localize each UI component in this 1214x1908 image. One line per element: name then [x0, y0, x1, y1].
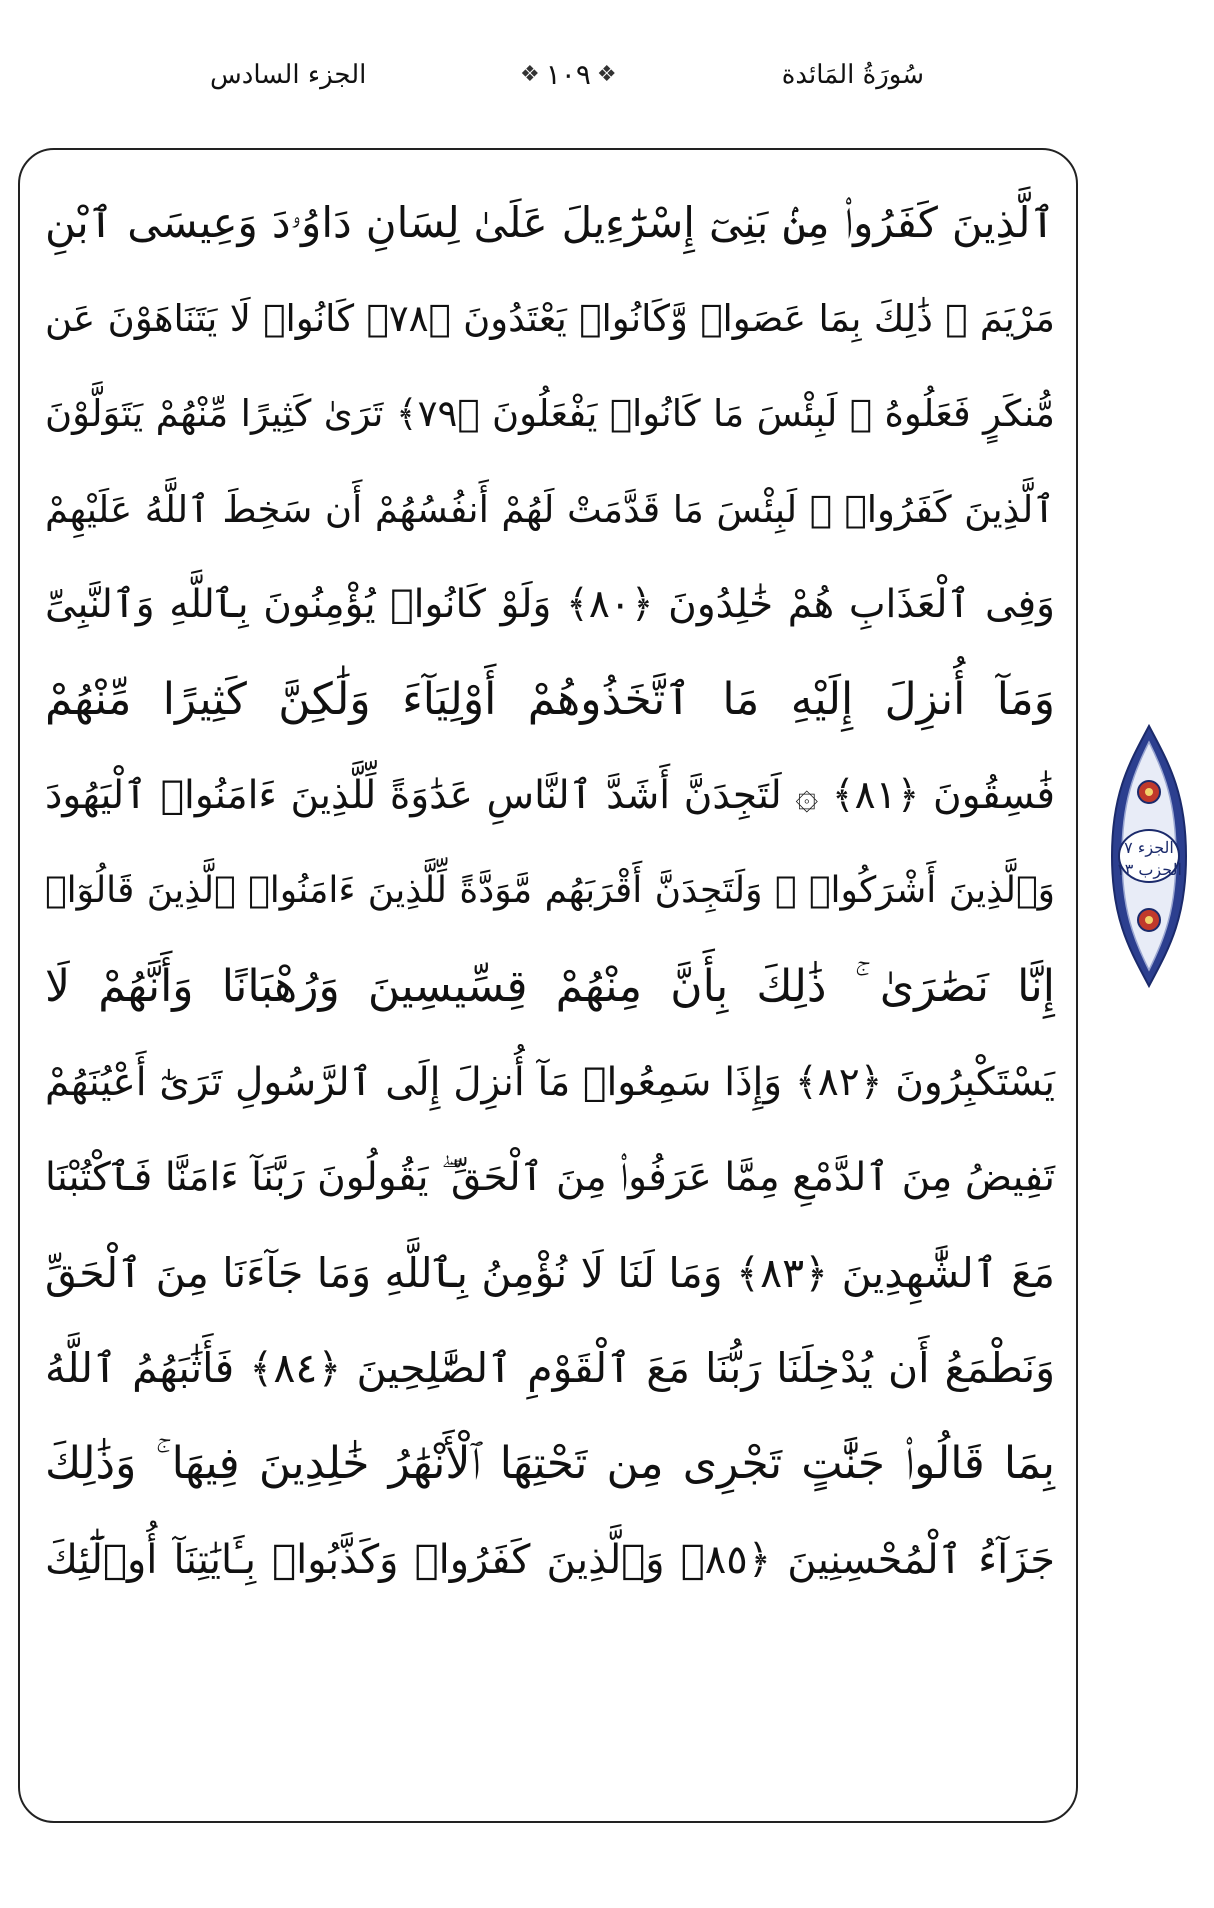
- text-line: مُّنكَرٍ فَعَلُوهُ ۚ لَبِئْسَ مَا كَانُوا۟ يَفْعَلُونَ ﴿٧٩﴾ تَرَىٰ كَثِيرًا مِّنْهُمْ يَتَوَلَّوْنَ: [45, 392, 1056, 436]
- juz-name: الجزء السادس: [210, 60, 367, 90]
- text-line: ٱلَّذِينَ كَفَرُوا۟ مِنۢ بَنِىٓ إِسْرَٰٓءِيلَ عَلَىٰ لِسَانِ دَاوُۥدَ وَعِيسَى ٱبْنِ: [45, 197, 1055, 247]
- text-line: وَفِى ٱلْعَذَابِ هُمْ خَٰلِدُونَ ﴿٨٠﴾ وَلَوْ كَانُوا۟ يُؤْمِنُونَ بِٱللَّهِ وَٱلنَّبِىِّ: [45, 582, 1055, 628]
- text-line: إِنَّا نَصَٰرَىٰ ۚ ذَٰلِكَ بِأَنَّ مِنْهُمْ قِسِّيسِينَ وَرُهْبَانًا وَأَنَّهُمْ لَا: [45, 960, 1055, 1012]
- text-line: وَنَطْمَعُ أَن يُدْخِلَنَا رَبُّنَا مَعَ ٱلْقَوْمِ ٱلصَّٰلِحِينَ ﴿٨٤﴾ فَأَثَٰبَهُمُ ٱللَّهُ: [45, 1344, 1055, 1393]
- text-line: وَٱلَّذِينَ أَشْرَكُوا۟ ۖ وَلَتَجِدَنَّ أَقْرَبَهُم مَّوَدَّةً لِّلَّذِينَ ءَامَنُوا۟ ٱلَّذِينَ قَالُوٓا۟: [45, 870, 1055, 912]
- marker-hizb-label: الحزب ١٣: [1116, 860, 1182, 879]
- ornament-icon: ❖: [596, 62, 617, 87]
- text-line: مَرْيَمَ ۚ ذَٰلِكَ بِمَا عَصَوا۟ وَّكَانُوا۟ يَعْتَدُونَ ﴿٧٨﴾ كَانُوا۟ لَا يَتَنَاهَوْنَ عَن: [45, 296, 1055, 340]
- surah-name: سُورَةُ المَائدة: [781, 60, 924, 90]
- page-header: [0, 50, 1214, 110]
- text-line: فَٰسِقُونَ ﴿٨١﴾ ۞ لَتَجِدَنَّ أَشَدَّ ٱلنَّاسِ عَدَٰوَةً لِّلَّذِينَ ءَامَنُوا۟ ٱلْيَهُودَ: [45, 773, 1056, 819]
- page-number-block: [520, 58, 617, 91]
- quran-text: [45, 175, 1055, 1608]
- marker-juz-label: الجزء ٧: [1124, 838, 1174, 857]
- text-line: ٱلَّذِينَ كَفَرُوا۟ ۚ لَبِئْسَ مَا قَدَّمَتْ لَهُمْ أَنفُسُهُمْ أَن سَخِطَ ٱللَّهُ عَلَيْهِمْ: [45, 487, 1055, 531]
- ornament-icon: ❖: [520, 62, 540, 87]
- text-line: جَزَآءُ ٱلْمُحْسِنِينَ ﴿٨٥﴾ وَٱلَّذِينَ كَفَرُوا۟ وَكَذَّبُوا۟ بِـَٔايَٰتِنَآ أُو۟لَٰٓئِكَ: [45, 1536, 1055, 1583]
- text-line: وَمَآ أُنزِلَ إِلَيْهِ مَا ٱتَّخَذُوهُمْ أَوْلِيَآءَ وَلَٰكِنَّ كَثِيرًا مِّنْهُمْ: [45, 674, 1055, 726]
- text-line: تَفِيضُ مِنَ ٱلدَّمْعِ مِمَّا عَرَفُوا۟ مِنَ ٱلْحَقِّ ۖ يَقُولُونَ رَبَّنَآ ءَامَنَّا فَٱكْتُبْنَا: [45, 1155, 1055, 1201]
- text-line: مَعَ ٱلشَّٰهِدِينَ ﴿٨٣﴾ وَمَا لَنَا لَا نُؤْمِنُ بِٱللَّهِ وَمَا جَآءَنَا مِنَ ٱلْحَقِّ: [45, 1248, 1055, 1297]
- page-number: ١٠٩: [545, 58, 591, 91]
- text-line: بِمَا قَالُوا۟ جَنَّٰتٍ تَجْرِى مِن تَحْتِهَا ٱلْأَنْهَٰرُ خَٰلِدِينَ فِيهَا ۚ وَذَٰلِكَ: [45, 1438, 1055, 1490]
- text-line: يَسْتَكْبِرُونَ ﴿٨٢﴾ وَإِذَا سَمِعُوا۟ مَآ أُنزِلَ إِلَى ٱلرَّسُولِ تَرَىٰٓ أَعْيُنَهُمْ: [45, 1059, 1055, 1105]
